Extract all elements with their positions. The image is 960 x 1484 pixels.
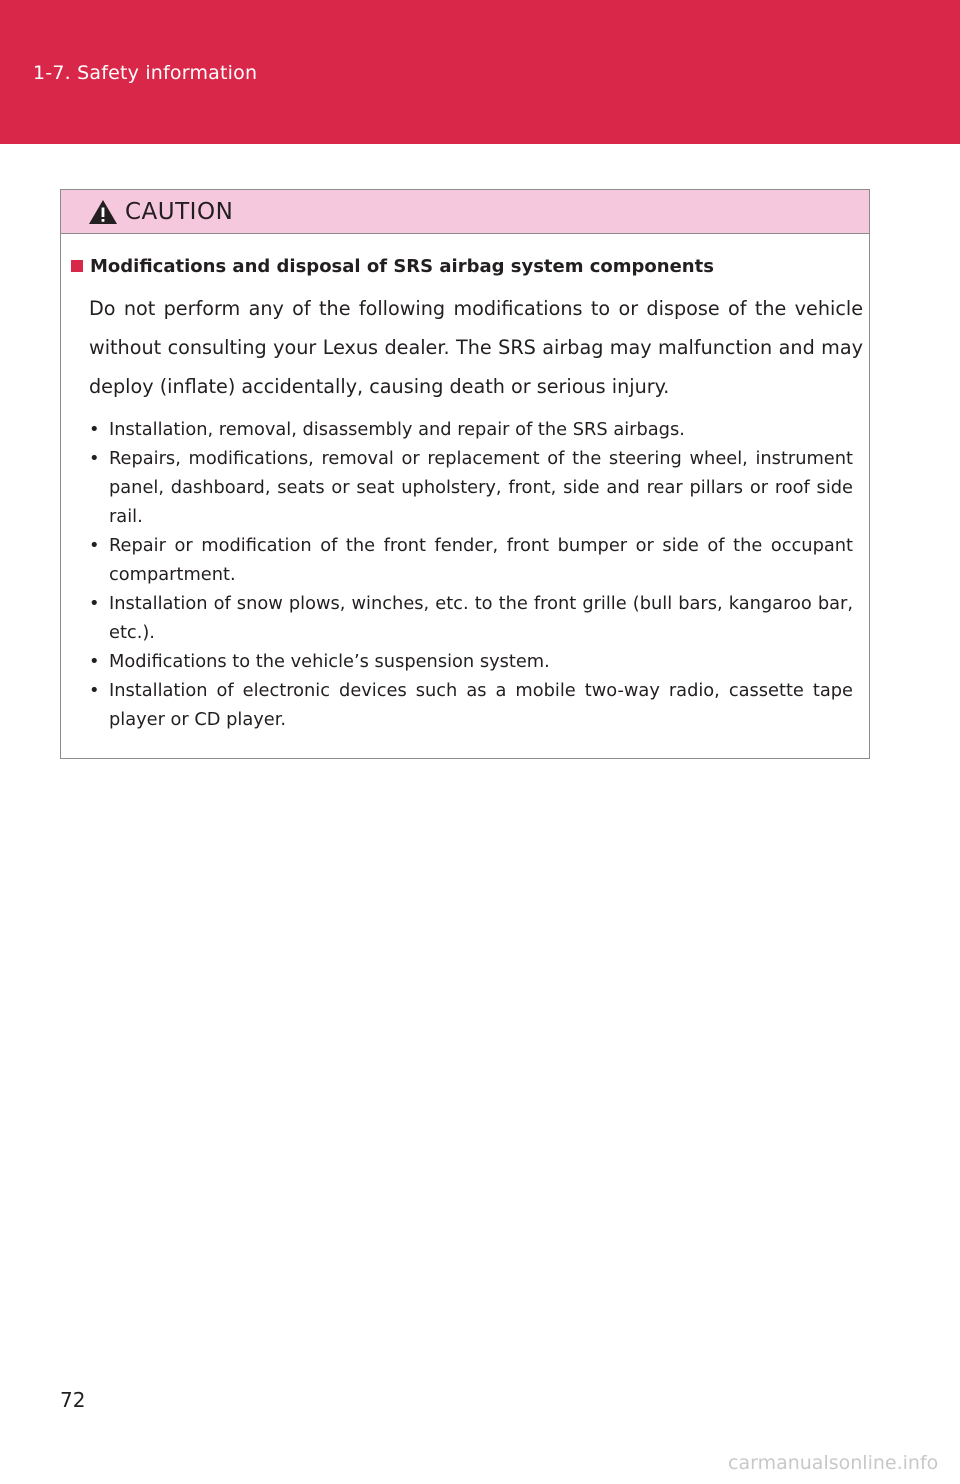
caution-intro: Do not perform any of the following modifications to or dispose of the vehicle without consulting your Lexus dealer. The SRS airbag may malfunction and may deploy (inflate) accidentally, causing death or serious injury. <box>89 297 863 398</box>
caution-subheading-text: Modifications and disposal of SRS airbag system components <box>90 256 714 277</box>
bullet-dot-icon: • <box>89 680 100 701</box>
bullet-dot-icon: • <box>89 535 100 556</box>
warning-triangle-icon <box>88 199 118 225</box>
list-item: • Repairs, modifications, removal or replacement of the steering wheel, instrument panel, dashboard, seats or seat upholstery, front, side and rear pillars or roof side rail. <box>89 444 853 531</box>
list-item: • Repair or modification of the front fender, front bumper or side of the occupant compartment. <box>89 531 853 589</box>
list-item: • Modifications to the vehicle’s suspension system. <box>89 647 853 676</box>
list-item: • Installation of snow plows, winches, etc. to the front grille (bull bars, kangaroo bar, etc.). <box>89 589 853 647</box>
caution-item-list <box>89 415 853 734</box>
square-bullet-icon <box>71 260 83 272</box>
page-number: 72 <box>60 1388 86 1412</box>
watermark: carmanualsonline.info <box>728 1452 939 1474</box>
caution-subheading <box>71 256 714 277</box>
caution-label: CAUTION <box>125 199 234 225</box>
header-band <box>0 0 960 144</box>
caution-header <box>61 190 869 234</box>
section-title: 1-7. Safety information <box>33 62 258 84</box>
bullet-dot-icon: • <box>89 593 100 614</box>
list-item: • Installation of electronic devices such as a mobile two-way radio, cassette tape player or CD player. <box>89 676 853 734</box>
caution-box <box>60 189 870 759</box>
bullet-dot-icon: • <box>89 419 100 440</box>
bullet-dot-icon: • <box>89 448 100 469</box>
bullet-dot-icon: • <box>89 651 100 672</box>
list-item: • Installation, removal, disassembly and repair of the SRS airbags. <box>89 415 853 444</box>
